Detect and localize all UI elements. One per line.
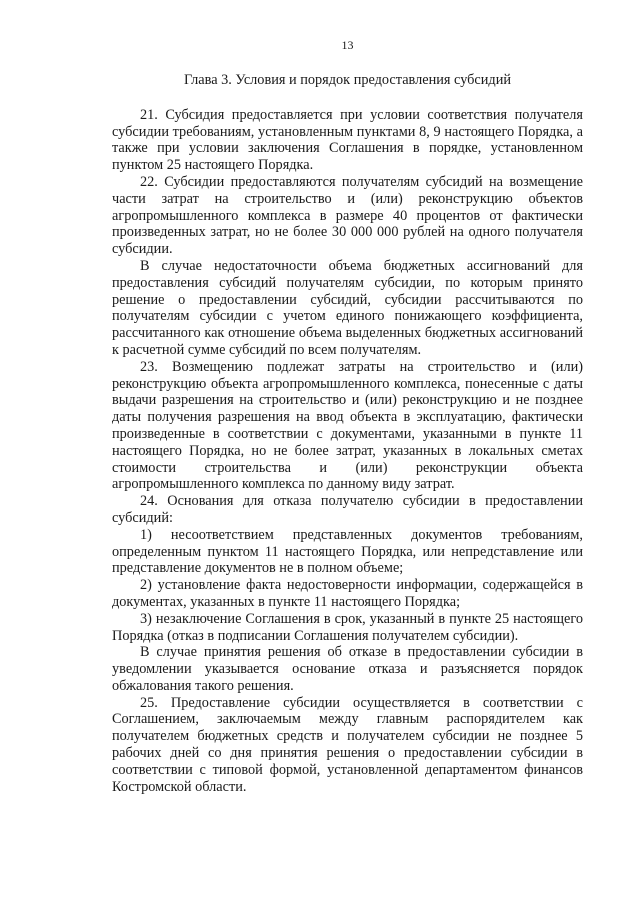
page-number: 13 xyxy=(341,38,354,52)
paragraph-22-insufficiency: В случае недостаточности объема бюджетных ассигнований для предоставления субсидий получателям субсидии, по которым принято решение о предоставлении субсидий, субсидии рассчитываются по получателям субсидии с учетом единого понижающего коэффициента, рассчитанного как отношение объема выделенных бюджетных ассигнований к расчетной сумме субсидий по всем получателям. xyxy=(112,257,583,358)
paragraph-25: 25. Предоставление субсидии осуществляется в соответствии с Соглашением, заключаемым между главным распорядителем как получателем бюджетных средств и получателем субсидии не позднее 5 рабочих дней со дня принятия решения о предоставлении субсидии в соответствии с типовой формой, установленной департаментом финансов Костромской области. xyxy=(112,694,583,795)
paragraph-24-refusal-notice: В случае принятия решения об отказе в предоставлении субсидии в уведомлении указывается основание отказа и разъясняется порядок обжалования такого решения. xyxy=(112,644,583,694)
paragraph-24-item-2: 2) установление факта недостоверности информации, содержащейся в документах, указанных в пункте 11 настоящего Порядка; xyxy=(112,577,583,610)
paragraph-24: 24. Основания для отказа получателю субсидии в предоставлении субсидий: xyxy=(112,493,583,526)
paragraph-21: 21. Субсидия предоставляется при условии соответствия получателя субсидии требованиям, установленным пунктами 8, 9 настоящего Порядка, а также при условии заключения Соглашения в порядке, установленном пунктом 25 настоящего Порядка. xyxy=(112,106,583,174)
paragraph-22: 22. Субсидии предоставляются получателям субсидий на возмещение части затрат на строительство и (или) реконструкцию объектов агропромышленного комплекса в размере 40 процентов от фактически произведенных затрат, но не более 30 000 000 рублей на одного получателя субсидии. xyxy=(112,173,583,258)
chapter-title: Глава 3. Условия и порядок предоставления субсидий xyxy=(183,72,512,88)
paragraph-24-item-3: 3) незаключение Соглашения в срок, указанный в пункте 25 настоящего Порядка (отказ в подписании Соглашения получателем субсидии). xyxy=(112,610,583,644)
paragraph-23: 23. Возмещению подлежат затраты на строительство и (или) реконструкцию объекта агропромышленного комплекса, понесенные с даты выдачи разрешения на строительство и (или) реконструкцию и не позднее даты получения разрешения на ввод объекта в эксплуатацию, фактически произведенные в соответствии с документами, указанными в пункте 11 настоящего Порядка, но не более затрат, указанных в локальных сметах стоимости строительства и (или) реконструкции объекта агропромышленного комплекса по данному виду затрат. xyxy=(112,358,583,493)
paragraph-24-item-1: 1) несоответствием представленных документов требованиям, определенным пунктом 11 настоящего Порядка, или непредставление или представление документов не в полном объеме; xyxy=(112,526,583,577)
